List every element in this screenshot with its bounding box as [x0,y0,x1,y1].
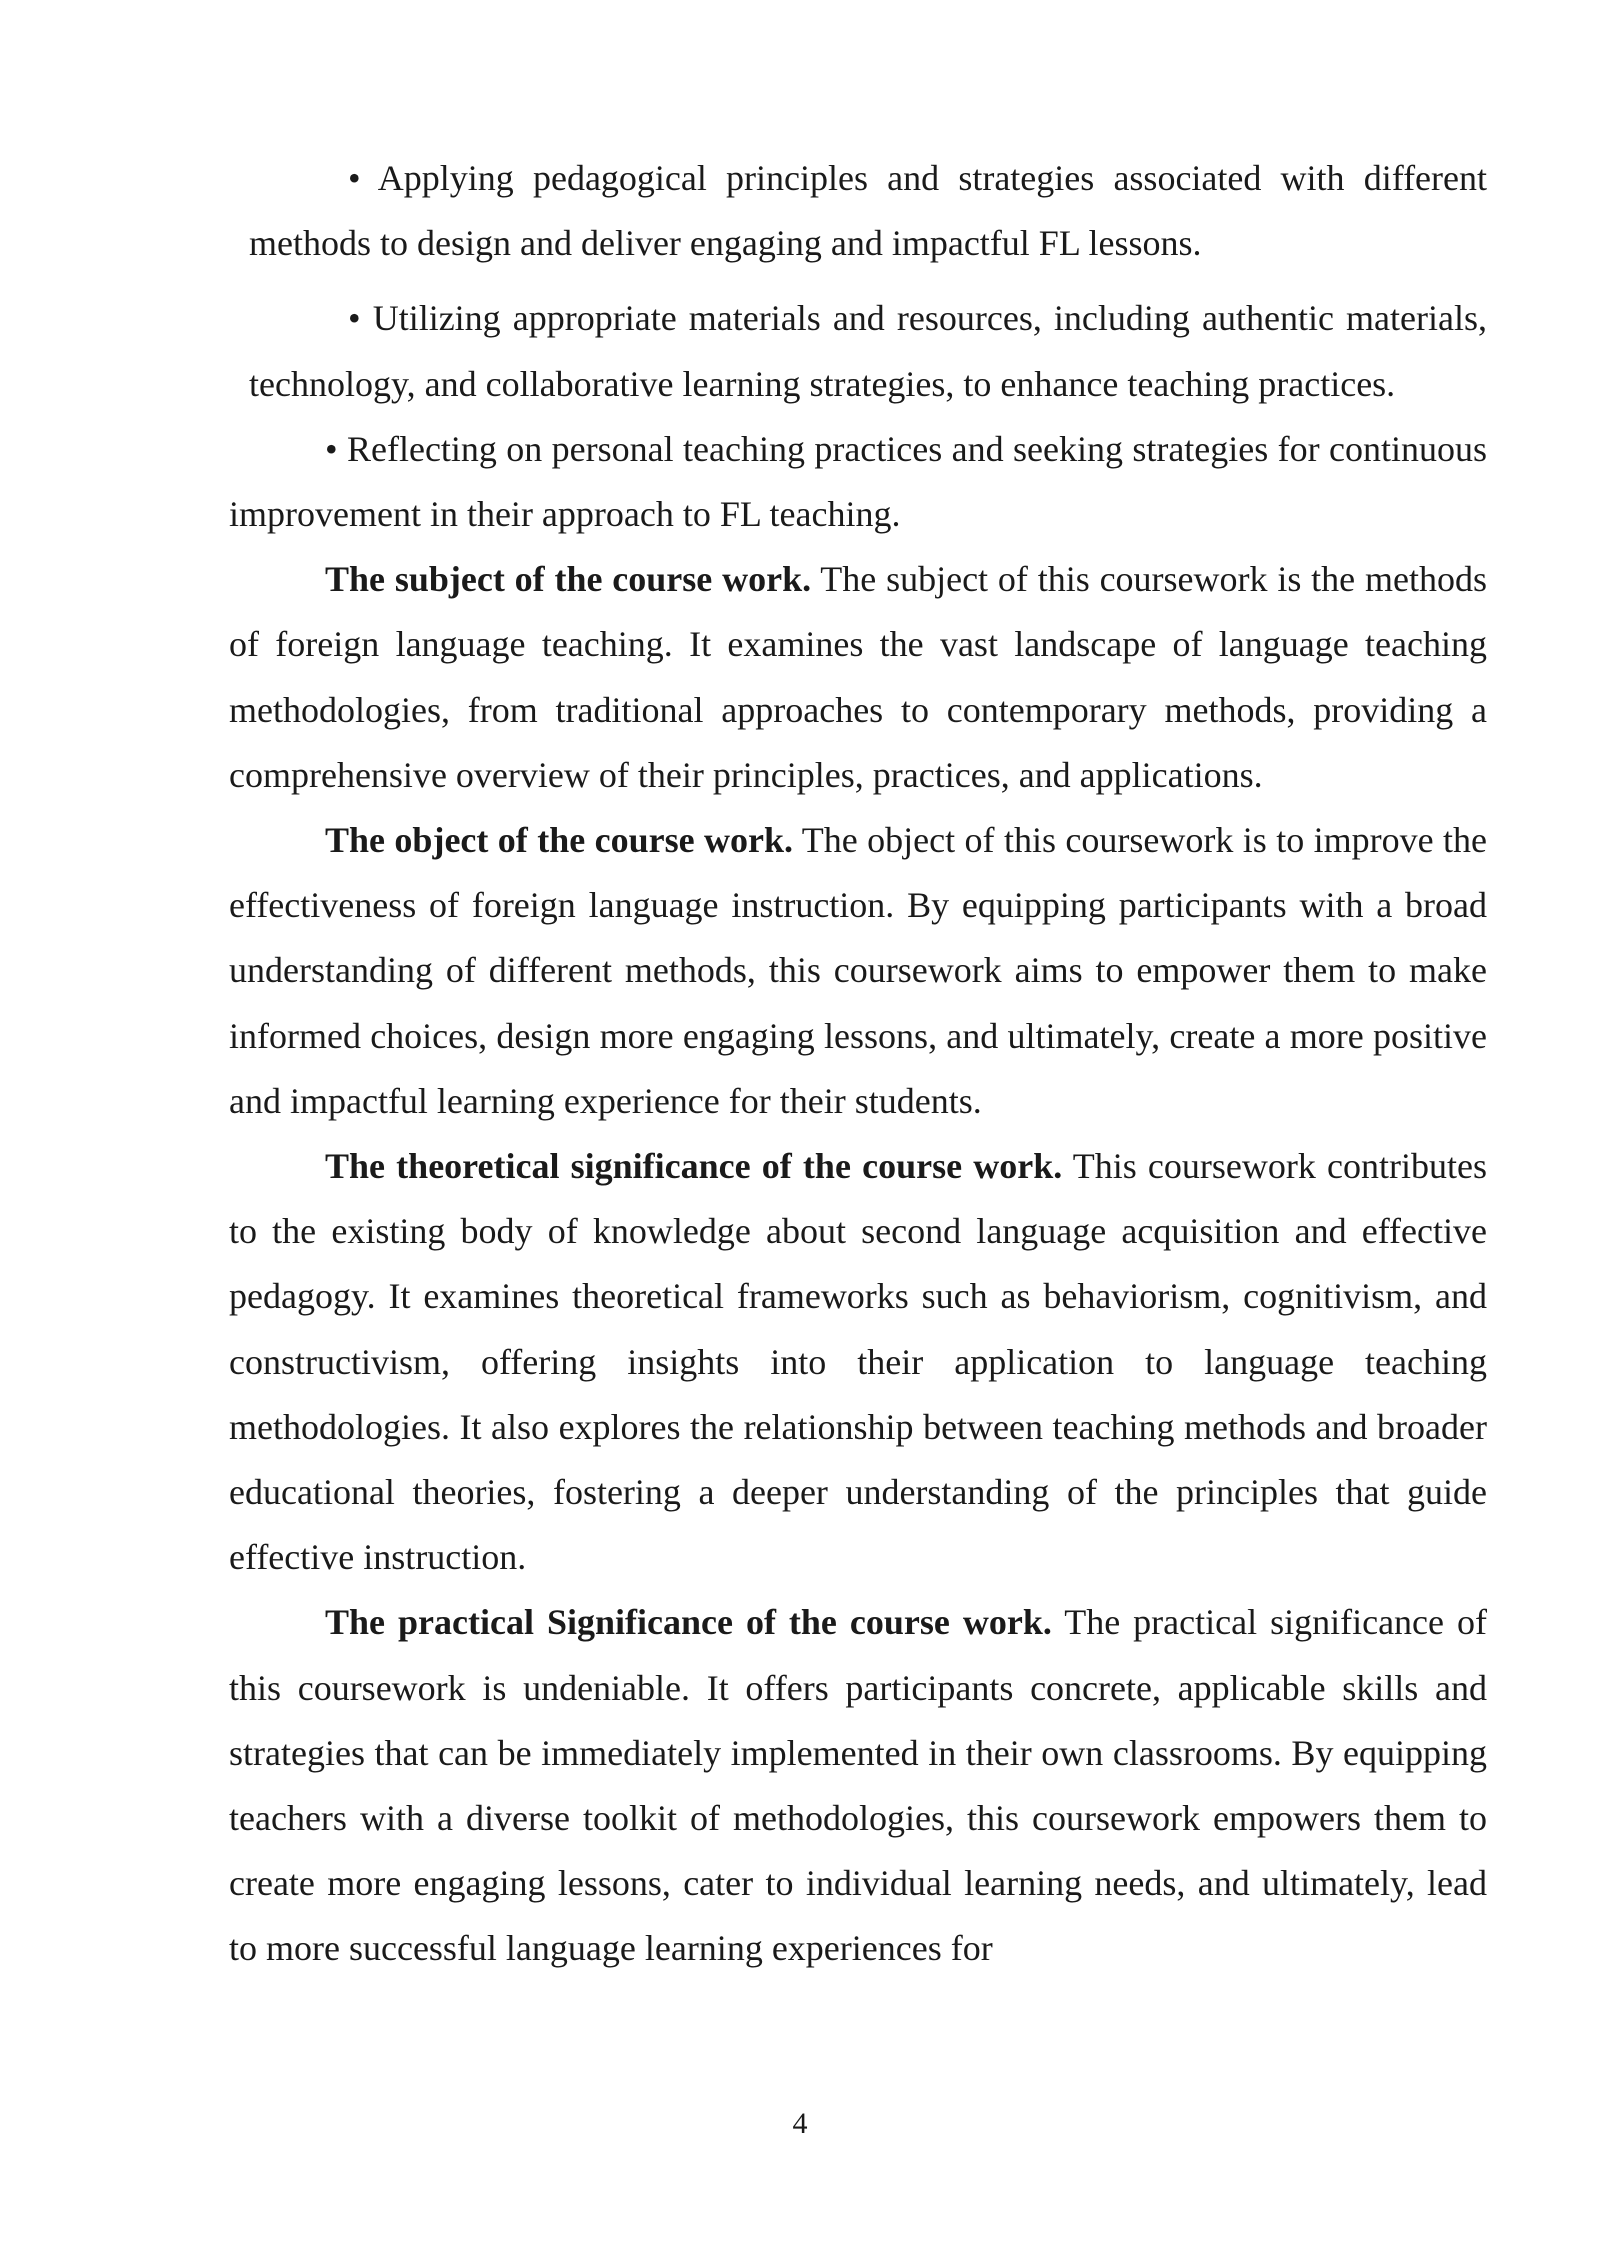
page-number: 4 [792,2107,808,2140]
page-body [229,146,1487,1982]
section-body: The object of this coursework is to improve the effectiveness of foreign language instruction. By equipping participants with a broad understanding of different methods, this coursework aims to empower them to make informed choices, design more engaging lessons, and ultimately, create a more positive and impactful learning experience for their students. [229,820,1487,1121]
bullet-item-2 [249,286,1487,416]
bullet-text: • Utilizing appropriate materials and resources, including authentic materials, technology, and collaborative learning strategies, to enhance teaching practices. [249,298,1487,404]
bullet-text: • Reflecting on personal teaching practices and seeking strategies for continuous improvement in their approach to FL teaching. [229,428,1487,535]
section-heading: The practical Significance of the course work. [325,1602,1052,1643]
bullet-item-1 [249,146,1487,276]
section-body: The subject of this coursework is the methods of foreign language teaching. It examines the vast landscape of language teaching methodologies, from traditional approaches to contemporary methods, providing a comprehensive overview of their principles, practices, and applications. [229,559,1487,795]
section-body: The practical significance of this coursework is undeniable. It offers participants concrete, applicable skills and strategies that can be immediately implemented in their own classrooms. By equipping teachers with a diverse toolkit of methodologies, this coursework empowers them to create more engaging lessons, cater to individual learning needs, and ultimately, lead to more successful language learning experiences for [229,1602,1487,1969]
section-theoretical-significance [229,1134,1487,1590]
section-subject [229,547,1487,808]
section-heading: The subject of the course work. [325,559,812,600]
section-practical-significance [229,1590,1487,1981]
section-body: This coursework contributes to the existing body of knowledge about second language acquisition and effective pedagogy. It examines theoretical frameworks such as behaviorism, cognitivism, and constructivism, offering insights into their application to language teaching methodologies. It also explores the relationship between teaching methods and broader educational theories, fostering a deeper understanding of the principles that guide effective instruction. [229,1146,1487,1578]
section-object [229,808,1487,1134]
section-heading: The object of the course work. [325,820,794,861]
bullet-item-3 [229,417,1487,547]
bullet-text: • Applying pedagogical principles and strategies associated with different methods to design and deliver engaging and impactful FL lessons. [249,158,1487,264]
section-heading: The theoretical significance of the course work. [325,1146,1063,1187]
